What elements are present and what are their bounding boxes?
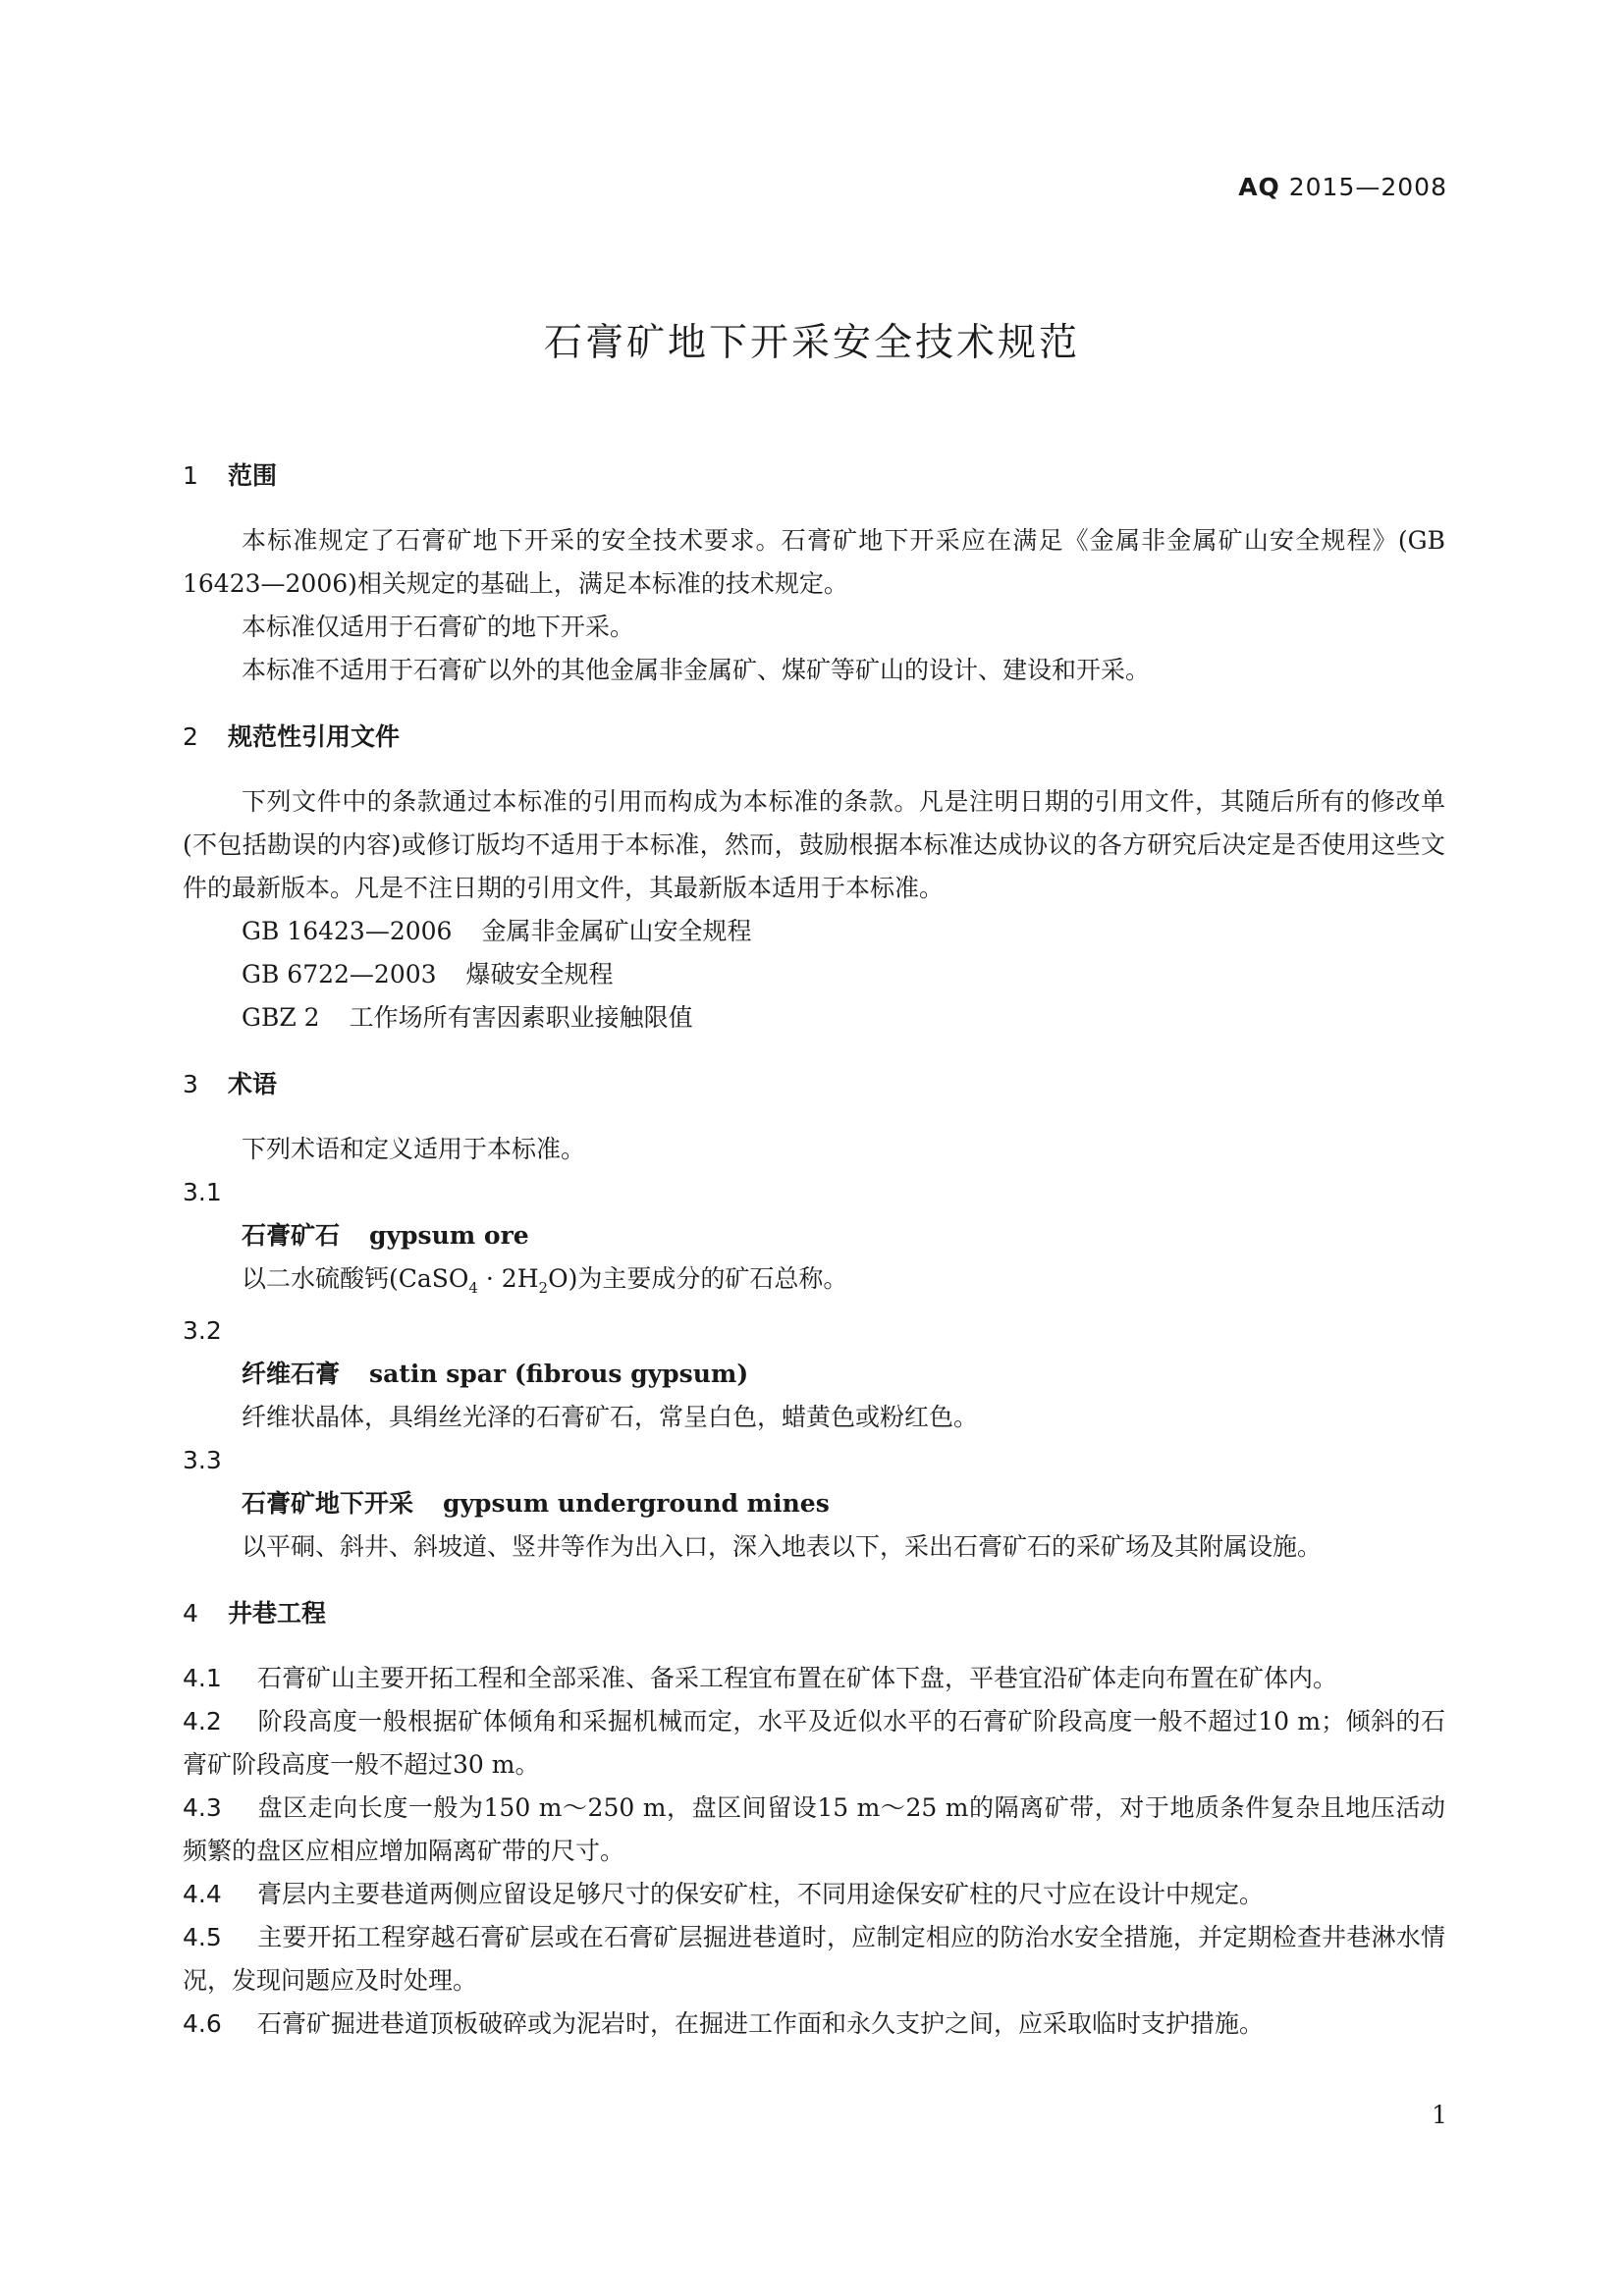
term-number: 3.1 [183, 1178, 222, 1206]
section-1-para: 本标准规定了石膏矿地下开采的安全技术要求。石膏矿地下开采应在满足《金属非金属矿山安全规程》(GB 16423—2006)相关规定的基础上，满足本标准的技术规定。 [183, 526, 1445, 598]
page-number: 1 [1432, 2101, 1447, 2129]
reference-item: GB 6722—2003 爆破安全规程 [242, 960, 614, 988]
section-3-heading: 3 术语 [183, 1070, 278, 1098]
term-name: 石膏矿地下开采 gypsum underground mines [242, 1489, 830, 1518]
reference-item: GB 16423—2006 金属非金属矿山安全规程 [242, 917, 752, 945]
section-2-intro: 下列文件中的条款通过本标准的引用而构成为本标准的条款。凡是注明日期的引用文件，其随后所有的修改单(不包括勘误的内容)或修订版均不适用于本标准，然而，鼓励根据本标准达成协议的各方研究后决定是否使用这些文件的最新版本。凡是不注日期的引用文件，其最新版本适用于本标准。 [183, 787, 1445, 902]
clause: 4.6 石膏矿掘进巷道顶板破碎或为泥岩时，在掘进工作面和永久支护之间，应采取临时支护措施。 [183, 2009, 1265, 2038]
section-1-para: 本标准不适用于石膏矿以外的其他金属非金属矿、煤矿等矿山的设计、建设和开采。 [242, 656, 1151, 684]
clause: 4.4 膏层内主要巷道两侧应留设足够尺寸的保安矿柱，不同用途保安矿柱的尺寸应在设计中规定。 [183, 1880, 1265, 1908]
clause: 4.3 盘区走向长度一般为150 m～250 m，盘区间留设15 m～25 m的隔离矿带，对于地质条件复杂且地压活动频繁的盘区应相应增加隔离矿带的尺寸。 [183, 1793, 1445, 1865]
standard-prefix: AQ [1238, 173, 1280, 201]
section-1-heading: 1 范围 [183, 461, 278, 490]
reference-item: GBZ 2 工作场所有害因素职业接触限值 [242, 1003, 693, 1032]
document-body [183, 454, 1445, 2046]
standard-number: 2015—2008 [1288, 173, 1447, 201]
term-definition: 纤维状晶体，具绢丝光泽的石膏矿石，常呈白色，蜡黄色或粉红色。 [242, 1403, 979, 1431]
section-3-intro: 下列术语和定义适用于本标准。 [242, 1135, 586, 1163]
section-4-heading: 4 井巷工程 [183, 1599, 327, 1628]
document-title: 石膏矿地下开采安全技术规范 [543, 321, 1080, 365]
term-definition: 以二水硫酸钙(CaSO$_4$ · $2H_2O$)为主要成分的矿石总称。 [242, 1264, 848, 1297]
term-number: 3.3 [183, 1446, 222, 1474]
standard-code [1238, 173, 1447, 201]
section-2-heading: 2 规范性引用文件 [183, 722, 401, 751]
clause: 4.5 主要开拓工程穿越石膏矿层或在石膏矿层掘进巷道时，应制定相应的防治水安全措施，并定期检查井巷淋水情况，发现问题应及时处理。 [183, 1923, 1445, 1995]
term-definition: 以平硐、斜井、斜坡道、竖井等作为出入口，深入地表以下，采出石膏矿石的采矿场及其附属设施。 [242, 1532, 1323, 1561]
term-name: 石膏矿石 gypsum ore [242, 1221, 529, 1250]
clause: 4.2 阶段高度一般根据矿体倾角和采掘机械而定，水平及近似水平的石膏矿阶段高度一般不超过10 m；倾斜的石膏矿阶段高度一般不超过30 m。 [183, 1707, 1445, 1779]
term-name: 纤维石膏 satin spar (fibrous gypsum) [242, 1360, 749, 1388]
section-1-para: 本标准仅适用于石膏矿的地下开采。 [242, 613, 635, 641]
term-number: 3.2 [183, 1316, 222, 1345]
clause: 4.1 石膏矿山主要开拓工程和全部采准、备采工程宜布置在矿体下盘，平巷宜沿矿体走向布置在矿体内。 [183, 1664, 1338, 1692]
